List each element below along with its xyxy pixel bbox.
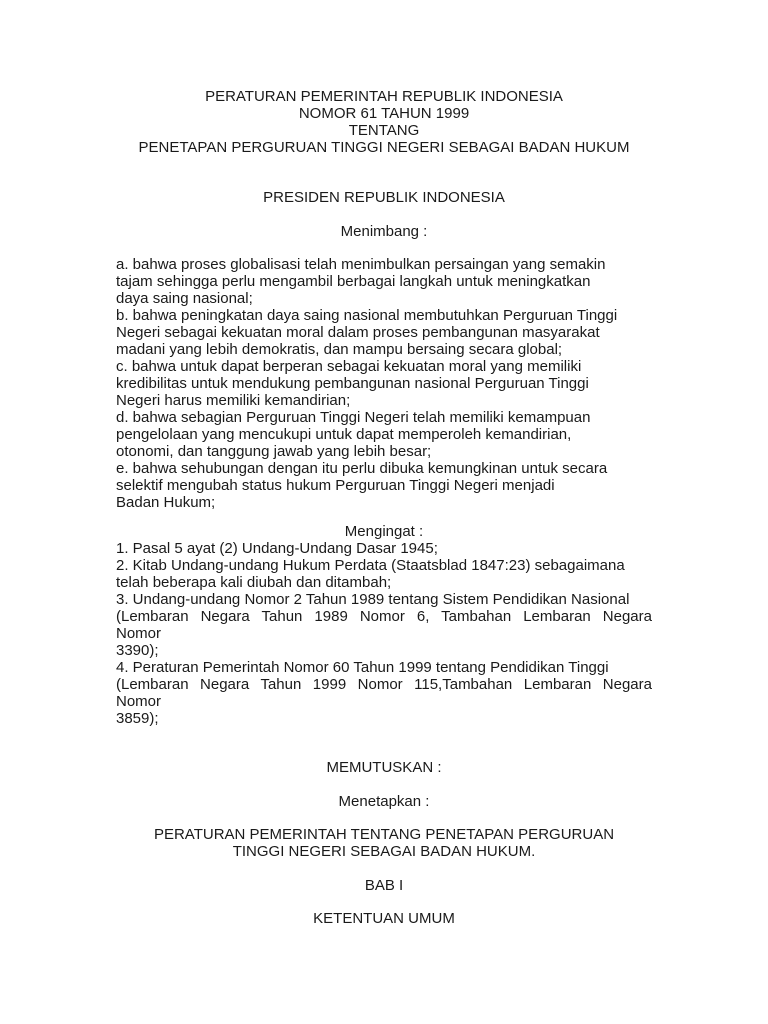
menimbang-body [116,256,652,511]
menimbang-line: d. bahwa sebagian Perguruan Tinggi Negeri telah memiliki kemampuan [116,409,591,426]
menimbang-line: tajam sehingga perlu mengambil berbagai langkah untuk meningkatkan [116,273,591,290]
mengingat-line: 4. Peraturan Pemerintah Nomor 60 Tahun 1999 tentang Pendidikan Tinggi [116,659,609,676]
mengingat-line: (Lembaran Negara Tahun 1999 Nomor 115,Tambahan Lembaran Negara [116,676,652,693]
header-line-4: PENETAPAN PERGURUAN TINGGI NEGERI SEBAGAI BADAN HUKUM [138,139,630,156]
menimbang-line: Negeri sebagai kekuatan moral dalam proses pembangunan masyarakat [116,324,600,341]
header-line-2: NOMOR 61 TAHUN 1999 [298,105,470,122]
menimbang-line: a. bahwa proses globalisasi telah menimbulkan persaingan yang semakin [116,256,606,273]
chapter-title: KETENTUAN UMUM [313,910,455,927]
menimbang-line: b. bahwa peningkatan daya saing nasional membutuhkan Perguruan Tinggi [116,307,618,324]
memutuskan-heading: MEMUTUSKAN : [326,759,442,776]
menimbang-line: kredibilitas untuk mendukung pembangunan nasional Perguruan Tinggi [116,375,589,392]
menimbang-line: selektif mengubah status hukum Perguruan Tinggi Negeri menjadi [116,477,555,494]
menimbang-line: e. bahwa sehubungan dengan itu perlu dibuka kemungkinan untuk secara [116,460,608,477]
mengingat-body [116,540,652,727]
menimbang-line: Badan Hukum; [116,494,216,511]
regulation-title-line-1: PERATURAN PEMERINTAH TENTANG PENETAPAN PERGURUAN [153,826,615,843]
mengingat-line: Nomor [116,693,162,710]
mengingat-line: telah beberapa kali diubah dan ditambah; [116,574,392,591]
mengingat-line: 3. Undang-undang Nomor 2 Tahun 1989 tentang Sistem Pendidikan Nasional [116,591,630,608]
mengingat-heading: Mengingat : [344,523,424,540]
mengingat-line: (Lembaran Negara Tahun 1989 Nomor 6, Tambahan Lembaran Negara [116,608,652,625]
chapter-heading: BAB I [364,877,404,894]
mengingat-line: Nomor [116,625,162,642]
menimbang-line: daya saing nasional; [116,290,253,307]
header-line-3: TENTANG [348,122,420,139]
president-heading: PRESIDEN REPUBLIK INDONESIA [263,189,505,206]
document-header [116,88,652,156]
header-line-1: PERATURAN PEMERINTAH REPUBLIK INDONESIA [205,88,563,105]
menimbang-line: Negeri harus memiliki kemandirian; [116,392,351,409]
mengingat-line: 3390); [116,642,159,659]
menimbang-line: madani yang lebih demokratis, dan mampu bersaing secara global; [116,341,563,358]
mengingat-line: 2. Kitab Undang-undang Hukum Perdata (Staatsblad 1847:23) sebagaimana [116,557,625,574]
menimbang-line: pengelolaan yang mencukupi untuk dapat memperoleh kemandirian, [116,426,572,443]
menimbang-line: c. bahwa untuk dapat berperan sebagai kekuatan moral yang memiliki [116,358,582,375]
menimbang-heading: Menimbang : [340,223,428,240]
mengingat-line: 1. Pasal 5 ayat (2) Undang-Undang Dasar 1945; [116,540,438,557]
regulation-title-line-2: TINGGI NEGERI SEBAGAI BADAN HUKUM. [232,843,536,860]
menimbang-line: otonomi, dan tanggung jawab yang lebih besar; [116,443,432,460]
regulation-title [116,826,652,860]
menetapkan-heading: Menetapkan : [338,793,430,810]
mengingat-line: 3859); [116,710,159,727]
